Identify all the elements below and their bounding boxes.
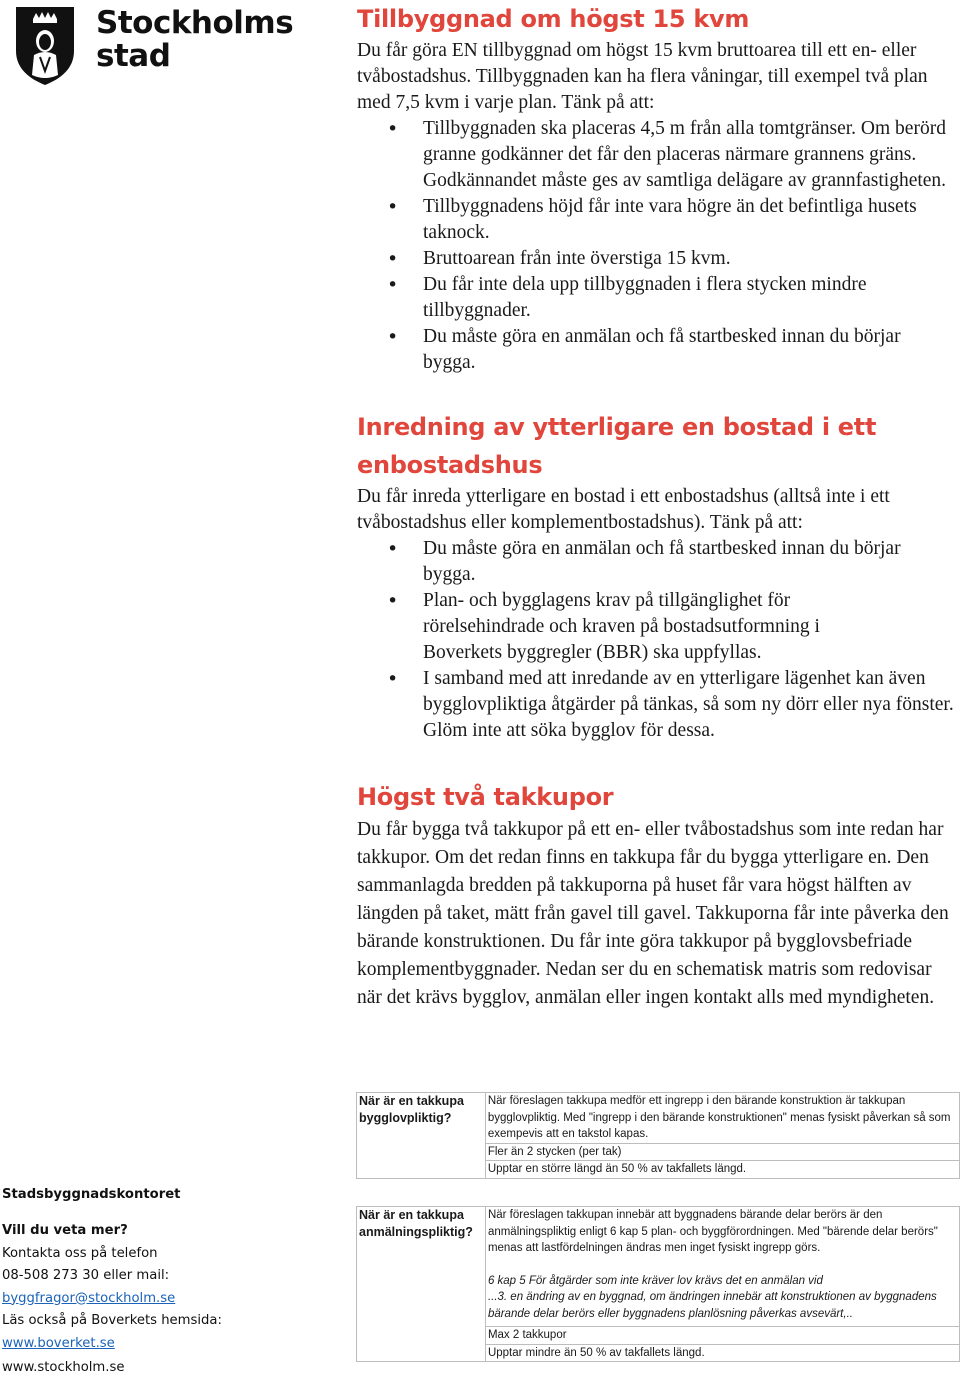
table-row (357, 1207, 960, 1327)
table-row (357, 1093, 960, 1144)
table-cell (485, 1207, 959, 1327)
contact-heading: Vill du veta mer? (2, 1223, 128, 1238)
list-item: • Tillbyggnadens höjd får inte vara högre än det befintliga husets taknock. (357, 194, 957, 246)
contact-text: Läs också på Boverkets hemsida: (2, 1313, 222, 1328)
website-url[interactable]: www.stockholm.se (2, 1360, 125, 1375)
office-name (2, 1184, 180, 1207)
bygglov-table (356, 1092, 960, 1179)
list-item: • Du måste göra en anmälan och få startbesked innan du börjar bygga. (357, 536, 957, 588)
section-intro: Du får göra EN tillbyggnad om högst 15 kvm bruttoarea till ett en- eller tvåbostadshus. Tillbyggnaden kan ha flera våningar, till exempel två plan med 7,5 kvm i varje plan. Tänk på att: (357, 40, 928, 113)
section-takkupor (357, 778, 957, 1012)
anmalan-table (356, 1206, 960, 1362)
brand-name (96, 7, 293, 73)
list-item: • Tillbyggnaden ska placeras 4,5 m från alla tomtgränser. Om berörd granne godkänner det får den placeras närmare grannens gräns. Godkännandet måste ges av samtliga delägare av grannfastigheten. (357, 116, 957, 194)
section-heading: Högst två takkupor (357, 783, 614, 811)
bullet-list (357, 536, 957, 744)
table-question: När är en takkupa anmälningspliktig? (357, 1207, 486, 1362)
list-item: • Plan- och bygglagens krav på tillgänglighet för rörelsehindrade och kraven på bostadsutformning i Boverkets byggregler (BBR) ska uppfyllas. (357, 588, 957, 666)
email-link[interactable]: byggfragor@stockholm.se (2, 1290, 176, 1306)
list-item: • Du måste göra en anmälan och få startbesked innan du börjar bygga. (357, 324, 957, 376)
contact-block (2, 1220, 222, 1380)
section-heading: Tillbyggnad om högst 15 kvm (357, 5, 750, 33)
section-heading: Inredning av ytterligare en bostad i ett enbostadshus (357, 413, 877, 479)
list-item: • I samband med att inredande av en ytterligare lägenhet kan även bygglovpliktiga åtgärder på tänkas, så som ny dörr eller nya fönster. Glöm inte att söka bygglov för dessa. (357, 666, 957, 744)
bullet-list (357, 116, 957, 376)
cell-text: När föreslagen takkupan innebär att byggnadens bärande delar berörs är den anmälningspliktig enligt 6 kap 5 plan- och byggförordningen. Med "bärende delar berörs" menas att lastfördelningen ändras men inget fysiskt ingrepp görs. (487, 1209, 938, 1254)
stockholm-logo (14, 5, 294, 87)
table-question: När är en takkupa bygglovpliktig? (357, 1093, 486, 1179)
brand-line-1: Stockholms (96, 5, 294, 41)
law-quote: 6 kap 5 För åtgärder som inte kräver lov krävs det en anmälan vid (487, 1274, 823, 1287)
section-inredning (357, 408, 957, 744)
table-cell: När föreslagen takkupa medför ett ingrepp i den bärande konstruktion är takkupan bygglovpliktig. Med "ingrepp i den bärande konstruktionen" menas fysiskt påverkan så som exempevis att en takstol kapas. (485, 1093, 959, 1144)
section-intro: Du får inreda ytterligare en bostad i ett enbostadshus (alltså inte i ett tvåbostadshus eller komplementbostadshus). Tänk på att: (357, 486, 890, 533)
section-body: Du får bygga två takkupor på ett en- eller tvåbostadshus som inte redan har takkupor. Om det redan finns en takkupa får du bygga ytterligare en. Den sammanlagda bredden på takkuporna på huset får vara högst hälften av längden på taket, mätt från gavel till gavel. Takkuporna får inte påverka den bärande konstruktionen. Du får inte göra takkupor på bygglovsbefriade komplementbyggnader. Nedan ser du en schematisk matris som redovisar när det krävs bygglov, anmälan eller ingen kontakt alls med myndigheten. (357, 819, 949, 1008)
boverket-link[interactable]: www.boverket.se (2, 1335, 115, 1351)
city-crest-icon (14, 5, 76, 87)
law-quote: ...3. en ändring av en byggnad, om ändringen innebär att konstruktionen av byggnadens bärande delar berörs eller byggnadens planlösning påverkas avsevärt,.. (487, 1291, 937, 1320)
main-content (357, 0, 957, 1012)
list-item: • Bruttoarean från inte överstiga 15 kvm. (357, 246, 957, 272)
list-item: • Du får inte dela upp tillbyggnaden i flera stycken mindre tillbyggnader. (357, 272, 957, 324)
contact-text: Kontakta oss på telefon (2, 1245, 158, 1261)
contact-phone: 08-508 273 30 eller mail: (2, 1268, 170, 1283)
table-cell: Upptar en större längd än 50 % av takfallets längd. (485, 1161, 959, 1179)
brand-line-2: stad (96, 38, 171, 74)
office-label: Stadsbyggnadskontoret (2, 1187, 181, 1202)
section-tillbyggnad (357, 0, 957, 376)
table-cell: Upptar mindre än 50 % av takfallets längd. (485, 1344, 959, 1362)
table-cell: Fler än 2 stycken (per tak) (485, 1143, 959, 1161)
table-cell: Max 2 takkupor (485, 1327, 959, 1345)
